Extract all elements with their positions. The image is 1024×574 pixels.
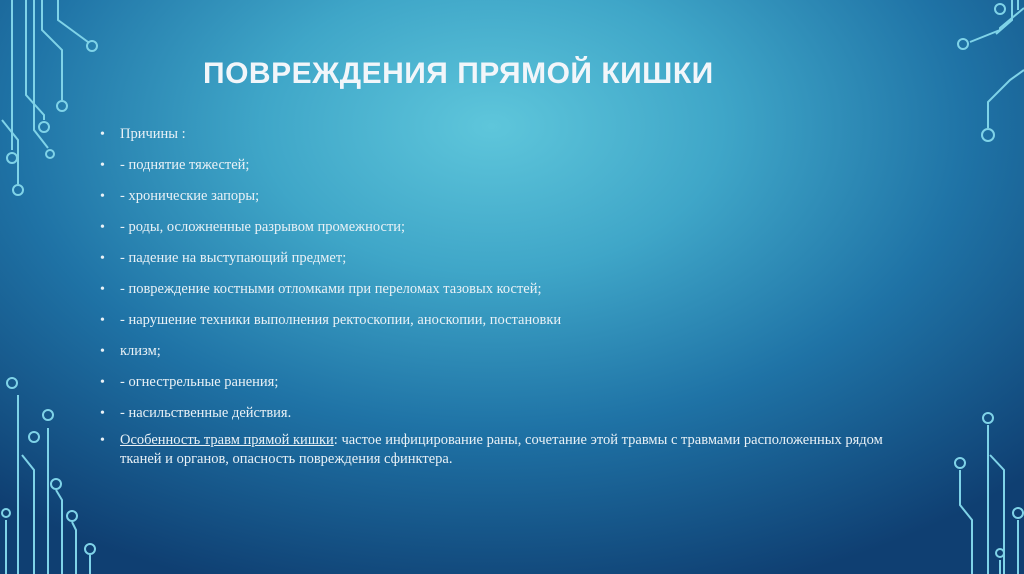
bullet-icon: • [100,313,105,328]
circuit-node-icon [2,509,10,517]
circuit-node-icon [983,413,993,423]
note-text: : частое инфицирование раны, сочетание этой травмы с травмами расположенных рядом тканей и органов, опасность повреждения сфинктера. [120,432,883,467]
bullet-icon: • [100,375,105,390]
bullet-icon: • [100,344,105,359]
bullet-icon: • [100,251,105,266]
circuit-node-icon [13,185,23,195]
circuit-node-icon [7,153,17,163]
circuit-node-icon [39,122,49,132]
note-label: Особенность травм прямой кишки [120,432,334,448]
circuit-node-icon [46,150,54,158]
list-item: • - нарушение техники выполнения ректоскопии, аноскопии, постановки [100,312,562,328]
list-item: • - хронические запоры; [100,188,260,204]
circuit-node-icon [67,511,77,521]
circuit-node-icon [51,479,61,489]
circuit-node-icon [85,544,95,554]
bullet-icon: • [100,433,105,448]
list-item: • - падение на выступающий предмет; [100,250,347,266]
circuit-node-icon [87,41,97,51]
list-item: • клизм; [100,343,161,359]
bullet-icon: • [100,220,105,235]
page-title: ПОВРЕЖДЕНИЯ ПРЯМОЙ КИШКИ [203,57,714,90]
list-item: • Причины : [100,126,186,142]
circuit-node-icon [996,549,1004,557]
bullet-icon: • [100,406,105,421]
circuit-node-icon [958,39,968,49]
bullet-icon: • [100,127,105,142]
circuit-node-icon [7,378,17,388]
bullet-icon: • [100,282,105,297]
list-item: • - повреждение костными отломками при переломах тазовых костей; [100,281,542,297]
list-item: • - насильственные действия. [100,405,292,421]
circuit-node-icon [29,432,39,442]
bullet-icon: • [100,158,105,173]
circuit-node-icon [43,410,53,420]
circuit-node-icon [955,458,965,468]
circuit-node-icon [995,4,1005,14]
list-item: • - роды, осложненные разрывом промежности; [100,219,406,235]
list-item: • - огнестрельные ранения; [100,374,279,390]
list-item-note [100,431,890,469]
circuit-node-icon [57,101,67,111]
bullet-icon: • [100,189,105,204]
list-item: • - поднятие тяжестей; [100,157,250,173]
circuit-node-icon [1013,508,1023,518]
bullet-list [100,125,890,481]
circuit-node-icon [982,129,994,141]
